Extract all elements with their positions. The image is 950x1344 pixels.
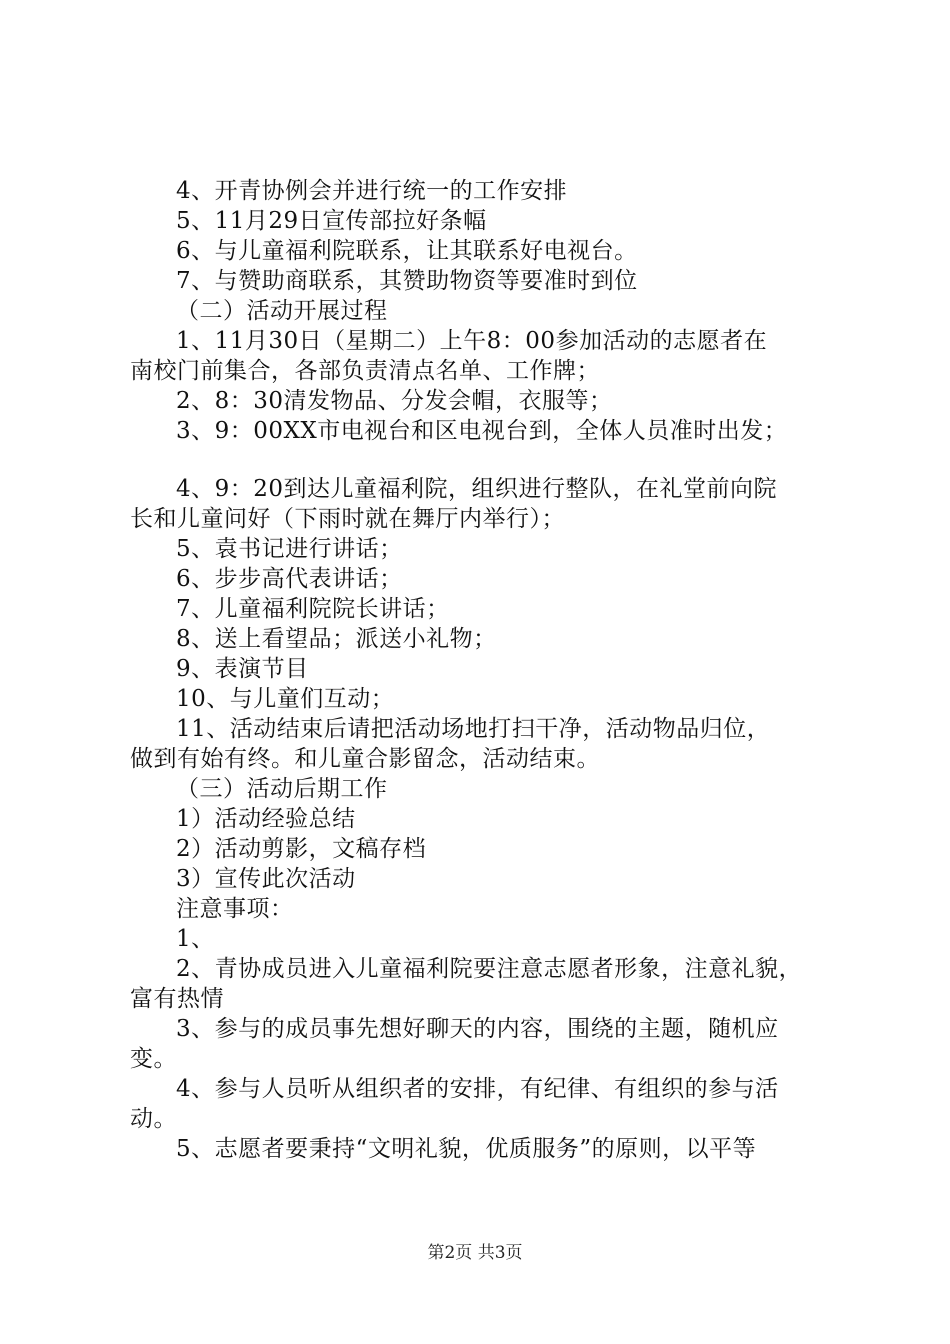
page-footer: 第2页 共3页: [427, 1243, 523, 1263]
paragraph-line: 3）宣传此次活动: [176, 866, 356, 892]
paragraph-line: 长和儿童问好（下雨时就在舞厅内举行）；: [130, 506, 565, 532]
paragraph-line: 2）活动剪影，文稿存档: [176, 836, 427, 862]
paragraph-line: 1）活动经验总结: [176, 806, 356, 832]
section-heading: （二）活动开展过程: [176, 298, 388, 324]
paragraph-line: 变。: [130, 1046, 177, 1072]
document-body: [130, 176, 832, 1164]
paragraph-line: 4、9：20到达儿童福利院，组织进行整队，在礼堂前向院: [176, 476, 778, 502]
paragraph-line: 2、青协成员进入儿童福利院要注意志愿者形象，注意礼貌，: [176, 956, 803, 982]
paragraph-line: 南校门前集合，各部负责清点名单、工作牌；: [130, 358, 600, 384]
paragraph-line: 5、志愿者要秉持“文明礼貌，优质服务”的原则，以平等: [176, 1136, 757, 1162]
paragraph-line: 4、参与人员听从组织者的安排，有纪律、有组织的参与活: [176, 1076, 779, 1102]
paragraph-line: 富有热情: [130, 986, 224, 1012]
paragraph-line: 2、8：30清发物品、分发会帽，衣服等；: [176, 388, 613, 414]
paragraph-line: 10、与儿童们互动；: [176, 686, 395, 712]
paragraph-line: 做到有始有终。和儿童合影留念，活动结束。: [130, 746, 600, 772]
paragraph-line: 8、送上看望品；派送小礼物；: [176, 626, 497, 652]
paragraph-line: 5、袁书记进行讲话；: [176, 536, 403, 562]
paragraph-line: 6、与儿童福利院联系，让其联系好电视台。: [176, 238, 638, 264]
paragraph-line: 9、表演节目: [176, 656, 309, 682]
paragraph-line: 4、开青协例会并进行统一的工作安排: [176, 178, 568, 204]
section-heading: （三）活动后期工作: [176, 776, 388, 802]
paragraph-line: 7、与赞助商联系，其赞助物资等要准时到位: [176, 268, 638, 294]
paragraph-line: 动。: [130, 1106, 177, 1132]
paragraph-line: 1、11月30日（星期二）上午8：00参加活动的志愿者在: [176, 328, 768, 354]
paragraph-line: 3、参与的成员事先想好聊天的内容，围绕的主题，随机应: [176, 1016, 779, 1042]
paragraph-line: 1、: [176, 926, 215, 952]
blank-gap: [130, 446, 832, 474]
paragraph-line: 11、活动结束后请把活动场地打扫干净，活动物品归位，: [176, 716, 771, 742]
section-heading: 注意事项：: [176, 896, 294, 922]
paragraph-line: 5、11月29日宣传部拉好条幅: [176, 208, 487, 234]
paragraph-line: 7、儿童福利院院长讲话；: [176, 596, 450, 622]
paragraph-line: 3、9：00XX市电视台和区电视台到，全体人员准时出发；: [176, 418, 788, 444]
paragraph-line: 6、步步高代表讲话；: [176, 566, 403, 592]
